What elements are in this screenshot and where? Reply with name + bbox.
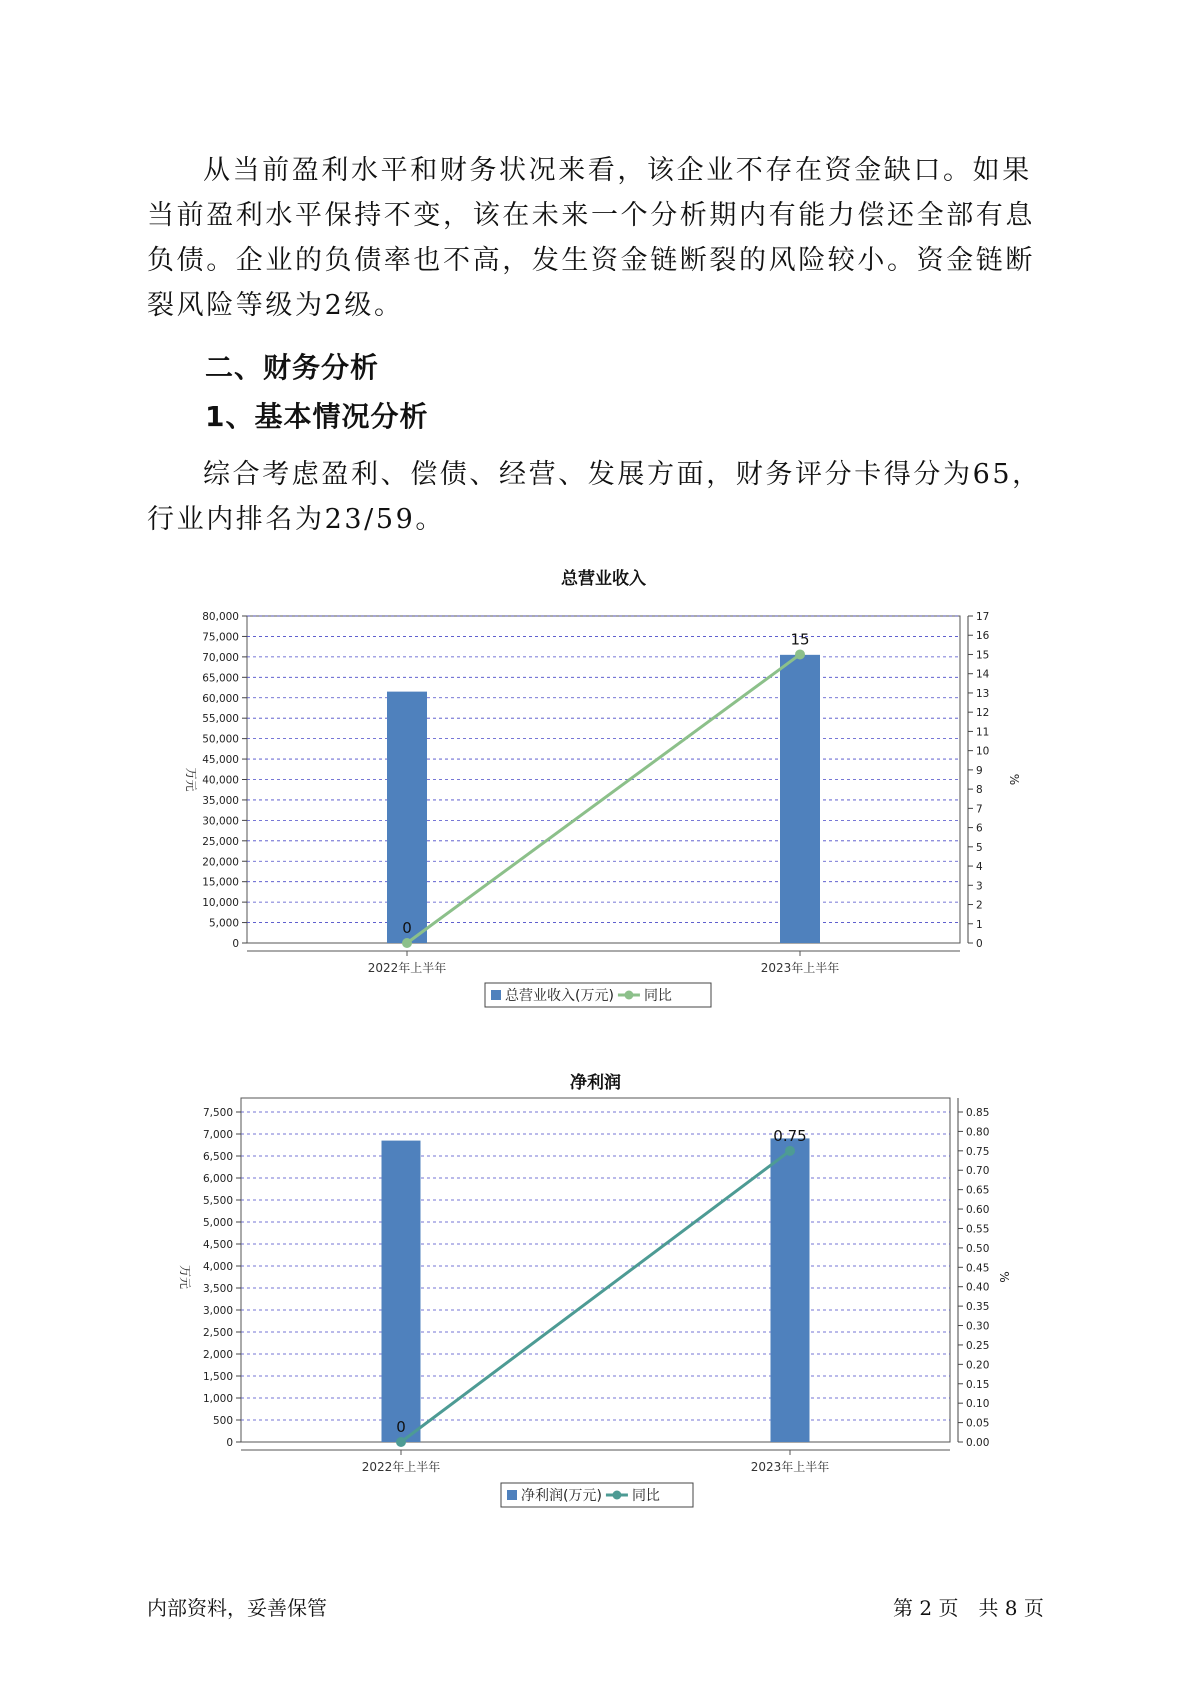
y2-tick-label: 9 bbox=[976, 764, 983, 777]
y-tick-label: 1,000 bbox=[202, 1393, 233, 1405]
y-tick-label: 25,000 bbox=[202, 835, 239, 848]
y-tick-label: 6,000 bbox=[202, 1173, 233, 1185]
data-label: 0 bbox=[402, 919, 412, 937]
y-tick-label: 5,500 bbox=[202, 1195, 233, 1207]
y2-tick-label: 7 bbox=[976, 803, 983, 816]
y-tick-label: 15,000 bbox=[202, 876, 239, 889]
y-tick-label: 20,000 bbox=[202, 856, 239, 869]
y2-tick-label: 12 bbox=[976, 707, 990, 720]
y-tick-label: 500 bbox=[212, 1415, 233, 1427]
legend-label: 同比 bbox=[631, 1488, 660, 1504]
y-tick-label: 2,500 bbox=[202, 1327, 233, 1339]
bar bbox=[387, 692, 427, 943]
y-tick-label: 10,000 bbox=[202, 897, 239, 910]
data-label: 0 bbox=[396, 1418, 406, 1436]
y2-tick-label: 5 bbox=[976, 841, 983, 854]
paragraph-risk: 从当前盈利水平和财务状况来看，该企业不存在资金缺口。如果当前盈利水平保持不变，该在未来一个分析期内有能力偿还全部有息负债。企业的负债率也不高，发生资金链断裂的风险较小。资金链断裂风险等级为2级。 bbox=[147, 155, 1035, 321]
y2-tick-label: 11 bbox=[976, 726, 990, 739]
legend-swatch-bar bbox=[491, 990, 501, 1000]
y2-tick-label: 16 bbox=[976, 630, 990, 643]
y2-tick-label: 0.65 bbox=[966, 1184, 990, 1197]
y2-tick-label: 0.20 bbox=[966, 1359, 990, 1372]
x-tick-label: 2023年上半年 bbox=[750, 1460, 830, 1474]
y2-tick-label: 8 bbox=[976, 784, 983, 797]
revenue-chart bbox=[0, 560, 1191, 1020]
y2-tick-label: 0.10 bbox=[966, 1398, 990, 1411]
y2-tick-label: 1 bbox=[976, 918, 983, 931]
y2-tick-label: 0.45 bbox=[966, 1262, 990, 1275]
bar bbox=[382, 1141, 421, 1442]
data-label: 0.75 bbox=[773, 1126, 807, 1145]
y-tick-label: 3,500 bbox=[202, 1283, 233, 1295]
legend-swatch-point bbox=[624, 991, 633, 1000]
y-axis-label: 万元 bbox=[178, 1264, 192, 1290]
y2-axis-label: % bbox=[997, 1271, 1011, 1283]
x-tick-label: 2022年上半年 bbox=[361, 1460, 441, 1474]
y-tick-label: 7,000 bbox=[202, 1129, 233, 1141]
y-tick-label: 3,000 bbox=[202, 1305, 233, 1317]
y-tick-label: 2,000 bbox=[202, 1349, 233, 1361]
yoy-point bbox=[785, 1146, 795, 1156]
bar bbox=[780, 655, 820, 943]
y2-tick-label: 0.55 bbox=[966, 1223, 990, 1236]
y-tick-label: 45,000 bbox=[202, 754, 239, 767]
y-tick-label: 30,000 bbox=[202, 815, 239, 828]
y2-tick-label: 10 bbox=[976, 745, 990, 758]
subsection-heading: 1、基本情况分析 bbox=[205, 400, 429, 433]
chart-title: 净利润 bbox=[570, 1073, 621, 1093]
y2-tick-label: 13 bbox=[976, 687, 990, 700]
y2-tick-label: 0.00 bbox=[966, 1437, 990, 1449]
y-tick-label: 50,000 bbox=[202, 733, 239, 746]
y-tick-label: 80,000 bbox=[202, 611, 239, 623]
data-label: 15 bbox=[790, 630, 810, 649]
y2-axis-label: % bbox=[1007, 773, 1021, 786]
y2-tick-label: 0.75 bbox=[966, 1145, 990, 1158]
legend-label: 总营业收入(万元) bbox=[505, 988, 614, 1004]
x-tick-label: 2022年上半年 bbox=[367, 961, 447, 975]
chart-title: 总营业收入 bbox=[561, 569, 646, 589]
y-tick-label: 5,000 bbox=[208, 917, 239, 930]
footer-note: 内部资料，妥善保管 bbox=[147, 1596, 327, 1620]
y2-tick-label: 0.70 bbox=[966, 1165, 990, 1178]
page-number: 第 2 页 共 8 页 bbox=[893, 1596, 1044, 1620]
y-tick-label: 7,500 bbox=[202, 1107, 233, 1119]
y2-tick-label: 0.35 bbox=[966, 1301, 990, 1314]
y-tick-label: 75,000 bbox=[202, 631, 239, 644]
y2-tick-label: 0.85 bbox=[966, 1107, 990, 1119]
y-tick-label: 4,000 bbox=[202, 1261, 233, 1273]
y2-tick-label: 0 bbox=[976, 938, 983, 950]
legend-swatch-bar bbox=[507, 1490, 517, 1500]
y2-tick-label: 17 bbox=[976, 611, 990, 623]
y-tick-label: 0 bbox=[226, 1437, 233, 1449]
y2-tick-label: 0.05 bbox=[966, 1417, 990, 1430]
y-tick-label: 1,500 bbox=[202, 1371, 233, 1383]
y2-tick-label: 0.50 bbox=[966, 1242, 990, 1255]
y2-tick-label: 4 bbox=[976, 861, 983, 874]
section-heading: 二、财务分析 bbox=[205, 351, 380, 384]
plot-area bbox=[241, 1098, 950, 1442]
y2-tick-label: 3 bbox=[976, 880, 983, 893]
y2-tick-label: 2 bbox=[976, 899, 983, 912]
y-tick-label: 40,000 bbox=[202, 774, 239, 787]
y-tick-label: 5,000 bbox=[202, 1217, 233, 1229]
y-tick-label: 60,000 bbox=[202, 692, 239, 705]
y-tick-label: 6,500 bbox=[202, 1151, 233, 1163]
y2-tick-label: 0.15 bbox=[966, 1378, 990, 1391]
y-tick-label: 0 bbox=[232, 938, 239, 950]
y2-tick-label: 14 bbox=[976, 668, 990, 681]
yoy-point bbox=[396, 1437, 406, 1447]
y2-tick-label: 0.30 bbox=[966, 1320, 990, 1333]
y-tick-label: 55,000 bbox=[202, 713, 239, 726]
y2-tick-label: 0.60 bbox=[966, 1204, 990, 1217]
y2-tick-label: 15 bbox=[976, 649, 990, 662]
y2-tick-label: 0.25 bbox=[966, 1339, 990, 1352]
y-axis-label: 万元 bbox=[184, 767, 198, 792]
y2-tick-label: 6 bbox=[976, 822, 983, 835]
legend-swatch-point bbox=[612, 1491, 621, 1500]
y-tick-label: 35,000 bbox=[202, 794, 239, 807]
legend-label: 净利润(万元) bbox=[521, 1488, 602, 1504]
yoy-point bbox=[795, 649, 805, 659]
y-tick-label: 4,500 bbox=[202, 1239, 233, 1251]
paragraph-score: 综合考虑盈利、偿债、经营、发展方面，财务评分卡得分为65，行业内排名为23/59。 bbox=[147, 459, 1042, 535]
y-tick-label: 65,000 bbox=[202, 672, 239, 685]
bar bbox=[771, 1138, 810, 1442]
legend-label: 同比 bbox=[643, 988, 672, 1004]
x-tick-label: 2023年上半年 bbox=[760, 961, 840, 975]
y2-tick-label: 0.40 bbox=[966, 1281, 990, 1294]
net-profit-chart bbox=[0, 1050, 1191, 1520]
yoy-point bbox=[402, 938, 412, 948]
y2-tick-label: 0.80 bbox=[966, 1126, 990, 1139]
y-tick-label: 70,000 bbox=[202, 651, 239, 664]
